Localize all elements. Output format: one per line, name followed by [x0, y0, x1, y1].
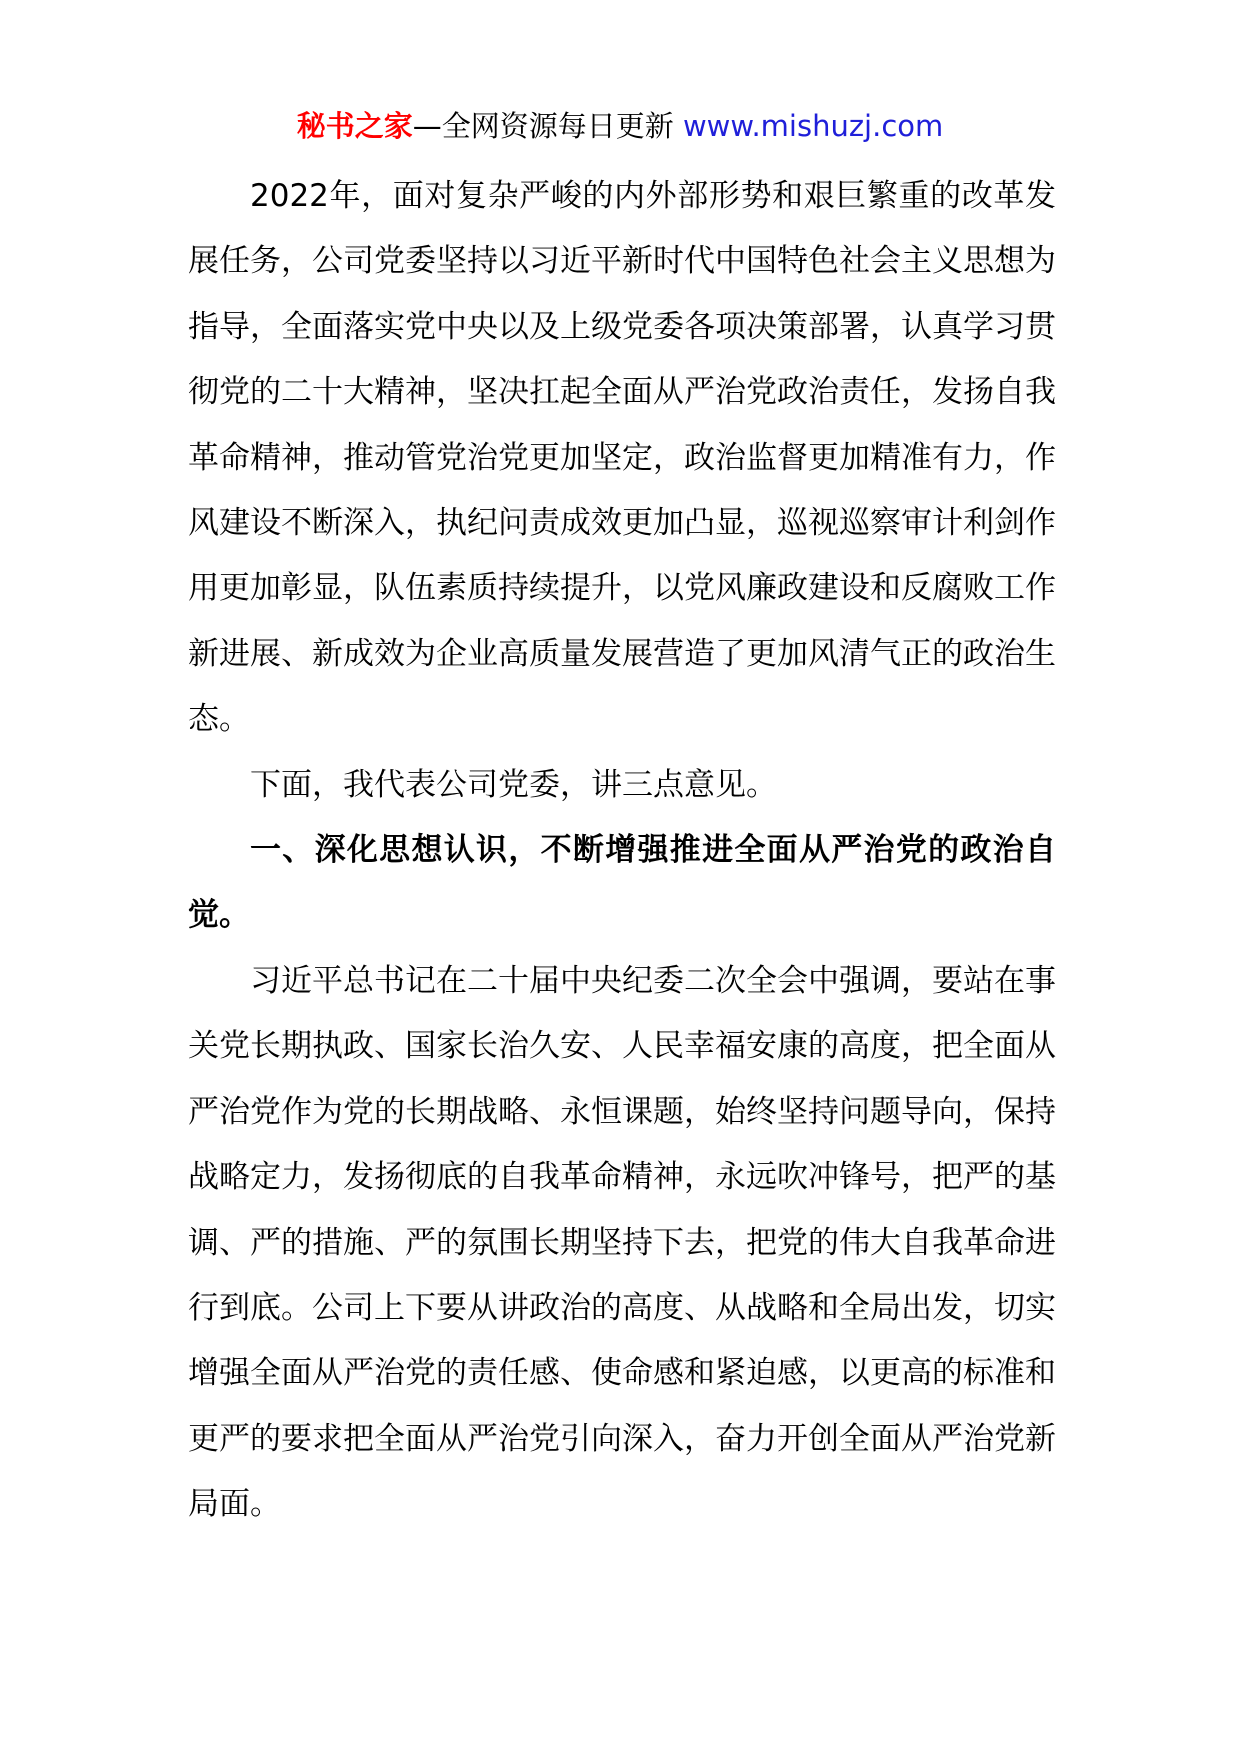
paragraph-intro: 2022年，面对复杂严峻的内外部形势和艰巨繁重的改革发展任务，公司党委坚持以习近平新时代中国特色社会主义思想为指导，全面落实党中央以及上级党委各项决策部署，认真学习贯彻党的二十大精神，坚决扛起全面从严治党政治责任，发扬自我革命精神，推动管党治党更加坚定，政治监督更加精准有力，作风建设不断深入，执纪问责成效更加凸显，巡视巡察审计利剑作用更加彰显，队伍素质持续提升，以党风廉政建设和反腐败工作新进展、新成效为企业高质量发展营造了更加风清气正的政治生态。	[188, 178, 1056, 738]
site-url-link[interactable]: www.mishuzj.com	[682, 109, 944, 143]
section-heading-1: 一、深化思想认识，不断增强推进全面从严治党的政治自觉。	[188, 832, 1056, 934]
brand-name: 秘书之家	[296, 109, 413, 143]
document-body	[188, 164, 1056, 1538]
paragraph-section-1-body: 习近平总书记在二十届中央纪委二次全会中强调，要站在事关党长期执政、国家长治久安、人民幸福安康的高度，把全面从严治党作为党的长期战略、永恒课题，始终坚持问题导向，保持战略定力，发扬彻底的自我革命精神，永远吹冲锋号，把严的基调、严的措施、严的氛围长期坚持下去，把党的伟大自我革命进行到底。公司上下要从讲政治的高度、从战略和全局出发，切实增强全面从严治党的责任感、使命感和紧迫感，以更高的标准和更严的要求把全面从严治党引向深入，奋力开创全面从严治党新局面。	[188, 962, 1056, 1523]
header-tagline: —全网资源每日更新	[412, 109, 683, 143]
paragraph-transition: 下面，我代表公司党委，讲三点意见。	[250, 766, 777, 803]
site-header	[0, 104, 1240, 148]
